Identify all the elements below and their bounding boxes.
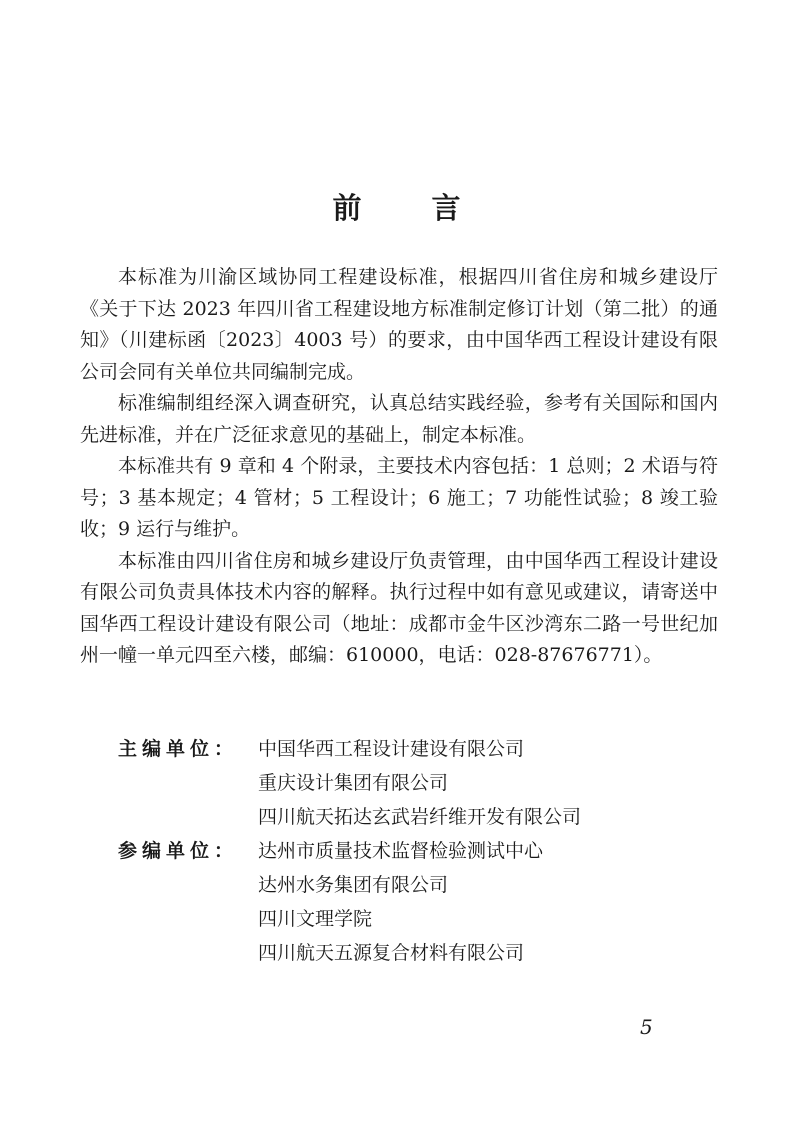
chief-units-group	[118, 732, 678, 834]
participating-unit-item: 达州水务集团有限公司	[258, 874, 449, 896]
units-section	[118, 732, 678, 970]
page-title: 前 言	[332, 191, 491, 225]
page-number: 5	[640, 1015, 653, 1039]
participating-unit-item: 达州市质量技术监督检验测试中心	[258, 840, 544, 862]
paragraph-management: 本标准由四川省住房和城乡建设厅负责管理，由中国华西工程设计建设有限公司负责具体技术内容的解释。执行过程中如有意见或建议，请寄送中国华西工程设计建设有限公司（地址：成都市金牛区沙湾东二路一号世纪加州一幢一单元四至六楼，邮编：610000，电话：028-87676771）。	[80, 549, 718, 666]
preface-body	[80, 262, 718, 672]
paragraph-contents: 本标准共有 9 章和 4 个附录，主要技术内容包括：1 总则；2 术语与符号；3 基本规定；4 管材；5 工程设计；6 施工；7 功能性试验；8 竣工验收；9 运行与维护。	[80, 455, 718, 540]
chief-units-label: 主编单位：	[118, 738, 239, 760]
paragraph-research: 标准编制组经深入调查研究，认真总结实践经验，参考有关国际和国内先进标准，并在广泛征求意见的基础上，制定本标准。	[80, 392, 718, 446]
paragraph-background: 本标准为川渝区域协同工程建设标准，根据四川省住房和城乡建设厅《关于下达 2023 年四川省工程建设地方标准制定修订计划（第二批）的通知》（川建标函〔2023〕4003 号）的要求，由中国华西工程设计建设有限公司会同有关单位共同编制完成。	[80, 266, 718, 383]
participating-units-list	[258, 834, 678, 970]
participating-units-label: 参编单位：	[118, 840, 239, 862]
chief-unit-item: 重庆设计集团有限公司	[258, 772, 449, 794]
participating-unit-item: 四川文理学院	[258, 908, 373, 930]
chief-units-list	[258, 732, 678, 834]
chief-unit-item: 中国华西工程设计建设有限公司	[258, 738, 525, 760]
chief-unit-item: 四川航天拓达玄武岩纤维开发有限公司	[258, 806, 582, 828]
participating-units-group	[118, 834, 678, 970]
participating-unit-item: 四川航天五源复合材料有限公司	[258, 942, 525, 964]
